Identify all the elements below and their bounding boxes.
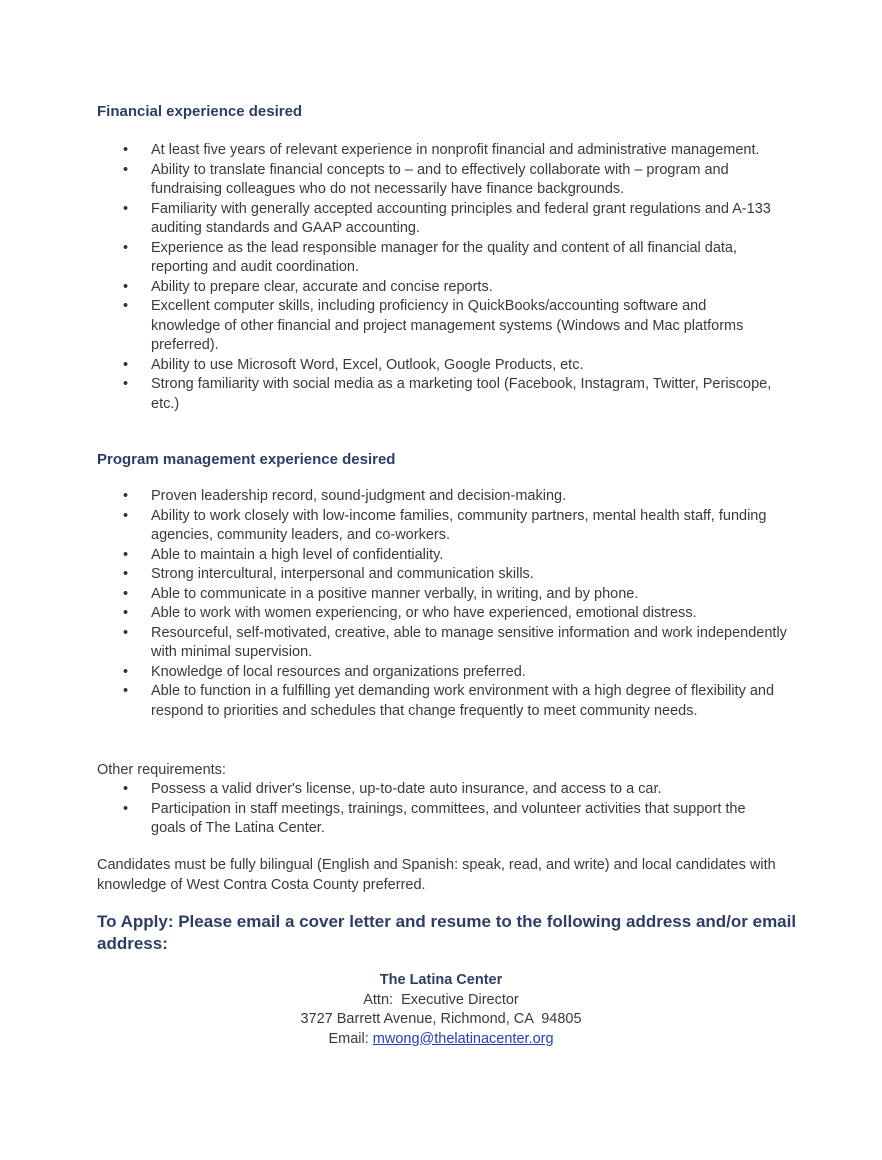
other-heading: Other requirements:: [97, 762, 226, 778]
financial-heading: Financial experience desired: [97, 103, 303, 120]
list-item: • Ability to work closely with low-income families, community partners, mental health staff, funding agencies, community leaders, and co-workers.: [97, 507, 797, 546]
list-item: • Ability to translate financial concepts to – and to effectively collaborate with – program and fundraising colleagues who do not necessarily have finance backgrounds.: [97, 161, 777, 200]
list-item: • Strong intercultural, interpersonal and communication skills.: [97, 565, 797, 585]
list-item: • Knowledge of local resources and organizations preferred.: [97, 663, 797, 683]
candidates-paragraph: Candidates must be fully bilingual (English and Spanish: speak, read, and write) and local candidates with knowledge of West Contra Costa County preferred.: [97, 857, 776, 893]
org-name: The Latina Center: [379, 972, 503, 988]
program-heading: Program management experience desired: [97, 451, 396, 468]
list-item: • Experience as the lead responsible manager for the quality and content of all financial data, reporting and audit coordination.: [97, 239, 777, 278]
list-item: • Participation in staff meetings, trainings, committees, and volunteer activities that support the goals of The Latina Center.: [97, 800, 757, 839]
address-line: 3727 Barrett Avenue, Richmond, CA 94805: [300, 1011, 582, 1027]
list-item: • Able to work with women experiencing, or who have experienced, emotional distress.: [97, 604, 797, 624]
email-label: Email:: [328, 1030, 373, 1047]
list-item: • Proven leadership record, sound-judgment and decision-making.: [97, 487, 797, 507]
contact-block: [0, 971, 882, 1049]
list-item: • Resourceful, self-motivated, creative, able to manage sensitive information and work independently with minimal supervision.: [97, 624, 797, 663]
list-item: • Able to function in a fulfilling yet demanding work environment with a high degree of flexibility and respond to priorities and schedules that change frequently to meet community needs.: [97, 682, 797, 721]
list-item: • Strong familiarity with social media as a marketing tool (Facebook, Instagram, Twitter, Periscope, etc.): [97, 375, 777, 414]
financial-list: [97, 141, 777, 414]
list-item: • Able to maintain a high level of confidentiality.: [97, 546, 797, 566]
other-list: [97, 780, 757, 839]
list-item: • Excellent computer skills, including proficiency in QuickBooks/accounting software and knowledge of other financial and project management systems (Windows and Mac platforms preferred).: [97, 297, 777, 356]
list-item: • Able to communicate in a positive manner verbally, in writing, and by phone.: [97, 585, 797, 605]
program-list: [97, 487, 797, 721]
list-item: • Ability to use Microsoft Word, Excel, Outlook, Google Products, etc.: [97, 356, 777, 376]
email-line: [0, 1030, 882, 1050]
attn-line: Attn: Executive Director: [363, 991, 519, 1008]
list-item: • Ability to prepare clear, accurate and concise reports.: [97, 278, 777, 298]
list-item: • At least five years of relevant experience in nonprofit financial and administrative management.: [97, 141, 777, 161]
list-item: • Possess a valid driver's license, up-to-date auto insurance, and access to a car.: [97, 780, 757, 800]
list-item: • Familiarity with generally accepted accounting principles and federal grant regulations and A-133 auditing standards and GAAP accounting.: [97, 200, 777, 239]
email-link[interactable]: mwong@thelatinacenter.org: [372, 1030, 554, 1047]
apply-instructions: To Apply: Please email a cover letter and resume to the following address and/or email address:: [97, 912, 797, 953]
